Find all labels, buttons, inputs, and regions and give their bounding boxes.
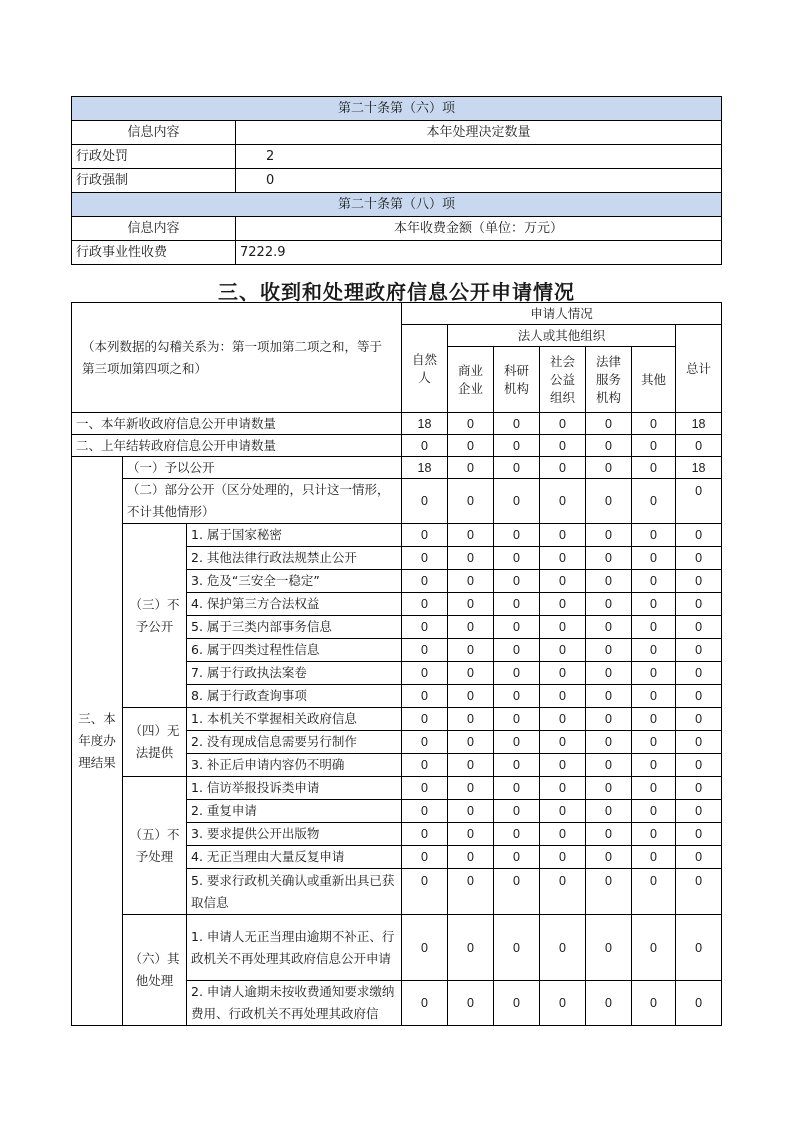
value-cell: 0 bbox=[494, 662, 540, 685]
section-b-col1: 信息内容 bbox=[72, 217, 236, 241]
value-cell: 0 bbox=[586, 800, 632, 823]
value-cell: 0 bbox=[540, 547, 586, 570]
value-cell: 0 bbox=[540, 800, 586, 823]
value-cell: 0 bbox=[402, 524, 448, 547]
org-col-legal-service: 法律服务机构 bbox=[586, 347, 632, 413]
value-cell: 0 bbox=[586, 869, 632, 915]
value-cell: 0 bbox=[494, 708, 540, 731]
value-cell: 0 bbox=[494, 616, 540, 639]
value-cell: 0 bbox=[540, 479, 586, 524]
row-value: 0 bbox=[236, 169, 722, 193]
row-label: 2. 没有现成信息需要另行制作 bbox=[187, 731, 402, 754]
value-cell: 18 bbox=[402, 457, 448, 479]
value-cell: 0 bbox=[448, 708, 494, 731]
value-cell: 0 bbox=[448, 685, 494, 708]
value-cell: 0 bbox=[540, 754, 586, 777]
value-cell: 0 bbox=[676, 593, 722, 616]
table-row bbox=[72, 169, 722, 193]
value-cell: 0 bbox=[676, 915, 722, 981]
application-stats-table bbox=[71, 302, 722, 1026]
section-b-col2: 本年收费金额（单位：万元） bbox=[236, 217, 722, 241]
row-label: 3. 危及“三安全一稳定” bbox=[187, 570, 402, 593]
value-cell: 18 bbox=[402, 413, 448, 435]
value-cell: 0 bbox=[586, 662, 632, 685]
value-cell: 0 bbox=[676, 639, 722, 662]
section-a-col2: 本年处理决定数量 bbox=[236, 121, 722, 145]
row-label: 5. 要求行政机关确认或重新出具已获取信息 bbox=[187, 869, 402, 915]
value-cell: 0 bbox=[494, 547, 540, 570]
table-row bbox=[72, 457, 722, 479]
value-cell: 0 bbox=[402, 754, 448, 777]
row-value: 2 bbox=[236, 145, 722, 169]
value-cell: 0 bbox=[676, 662, 722, 685]
table-row bbox=[72, 777, 722, 800]
value-cell: 0 bbox=[632, 457, 676, 479]
value-cell: 0 bbox=[540, 639, 586, 662]
row-label: （一）予以公开 bbox=[123, 457, 402, 479]
value-cell: 0 bbox=[586, 593, 632, 616]
value-cell: 0 bbox=[494, 800, 540, 823]
value-cell: 0 bbox=[632, 777, 676, 800]
value-cell: 0 bbox=[586, 639, 632, 662]
value-cell: 0 bbox=[448, 457, 494, 479]
group-label: （四）无法提供 bbox=[123, 708, 187, 777]
table-row bbox=[72, 479, 722, 524]
value-cell: 0 bbox=[494, 479, 540, 524]
group-3-label: 三、本年度办理结果 bbox=[72, 457, 123, 1026]
value-cell: 0 bbox=[494, 869, 540, 915]
value-cell: 0 bbox=[632, 708, 676, 731]
value-cell: 0 bbox=[540, 777, 586, 800]
value-cell: 0 bbox=[632, 524, 676, 547]
value-cell: 0 bbox=[494, 777, 540, 800]
value-cell: 0 bbox=[676, 846, 722, 869]
value-cell: 0 bbox=[676, 685, 722, 708]
value-cell: 0 bbox=[632, 800, 676, 823]
value-cell: 18 bbox=[676, 413, 722, 435]
value-cell: 0 bbox=[540, 915, 586, 981]
value-cell: 0 bbox=[676, 570, 722, 593]
row-label: （二）部分公开（区分处理的，只计这一情形，不计其他情形） bbox=[123, 479, 402, 524]
org-col-research: 科研机构 bbox=[494, 347, 540, 413]
value-cell: 0 bbox=[494, 981, 540, 1026]
org-col-public-welfare: 社会公益组织 bbox=[540, 347, 586, 413]
row-label: 行政事业性收费 bbox=[72, 241, 236, 265]
row-label: 6. 属于四类过程性信息 bbox=[187, 639, 402, 662]
value-cell: 0 bbox=[586, 413, 632, 435]
reconciliation-note: （本列数据的勾稽关系为：第一项加第二项之和，等于第三项加第四项之和） bbox=[72, 303, 402, 413]
value-cell: 0 bbox=[494, 524, 540, 547]
value-cell: 0 bbox=[402, 708, 448, 731]
row-label: 2. 其他法律行政法规禁止公开 bbox=[187, 547, 402, 570]
value-cell: 0 bbox=[494, 754, 540, 777]
row-label: 2. 重复申请 bbox=[187, 800, 402, 823]
table-row bbox=[72, 524, 722, 547]
value-cell: 0 bbox=[540, 457, 586, 479]
row-label: 行政处罚 bbox=[72, 145, 236, 169]
value-cell: 0 bbox=[632, 593, 676, 616]
value-cell: 0 bbox=[586, 570, 632, 593]
value-cell: 0 bbox=[632, 869, 676, 915]
natural-person-header: 自然人 bbox=[402, 325, 448, 413]
table-row bbox=[72, 915, 722, 981]
row-label: 二、上年结转政府信息公开申请数量 bbox=[72, 435, 402, 457]
value-cell: 0 bbox=[632, 435, 676, 457]
value-cell: 0 bbox=[586, 708, 632, 731]
value-cell: 0 bbox=[586, 981, 632, 1026]
value-cell: 0 bbox=[676, 754, 722, 777]
value-cell: 0 bbox=[402, 570, 448, 593]
value-cell: 0 bbox=[402, 869, 448, 915]
value-cell: 0 bbox=[540, 708, 586, 731]
value-cell: 0 bbox=[402, 981, 448, 1026]
row-label: 8. 属于行政查询事项 bbox=[187, 685, 402, 708]
value-cell: 0 bbox=[402, 685, 448, 708]
value-cell: 0 bbox=[632, 823, 676, 846]
row-label: 1. 申请人无正当理由逾期不补正、行政机关不再处理其政府信息公开申请 bbox=[187, 915, 402, 981]
value-cell: 0 bbox=[632, 547, 676, 570]
value-cell: 0 bbox=[494, 846, 540, 869]
section-title: 三、收到和处理政府信息公开申请情况 bbox=[218, 280, 575, 304]
value-cell: 0 bbox=[676, 479, 722, 524]
value-cell: 0 bbox=[494, 639, 540, 662]
section-b-title: 第二十条第（八）项 bbox=[72, 193, 722, 217]
row-label: 7. 属于行政执法案卷 bbox=[187, 662, 402, 685]
table-row bbox=[72, 413, 722, 435]
group-label: （五）不予处理 bbox=[123, 777, 187, 915]
value-cell: 0 bbox=[586, 479, 632, 524]
value-cell: 0 bbox=[448, 435, 494, 457]
value-cell: 0 bbox=[494, 570, 540, 593]
value-cell: 0 bbox=[402, 435, 448, 457]
value-cell: 0 bbox=[402, 639, 448, 662]
value-cell: 0 bbox=[632, 846, 676, 869]
value-cell: 0 bbox=[676, 435, 722, 457]
value-cell: 0 bbox=[494, 915, 540, 981]
value-cell: 0 bbox=[632, 413, 676, 435]
value-cell: 0 bbox=[540, 823, 586, 846]
value-cell: 0 bbox=[448, 869, 494, 915]
org-col-other: 其他 bbox=[632, 347, 676, 413]
value-cell: 0 bbox=[402, 479, 448, 524]
row-label: 行政强制 bbox=[72, 169, 236, 193]
row-label: 1. 信访举报投诉类申请 bbox=[187, 777, 402, 800]
value-cell: 0 bbox=[448, 777, 494, 800]
value-cell: 0 bbox=[632, 662, 676, 685]
row-label: 4. 保护第三方合法权益 bbox=[187, 593, 402, 616]
value-cell: 0 bbox=[676, 869, 722, 915]
value-cell: 0 bbox=[586, 823, 632, 846]
table-row bbox=[72, 145, 722, 169]
value-cell: 0 bbox=[540, 435, 586, 457]
value-cell: 0 bbox=[402, 662, 448, 685]
value-cell: 0 bbox=[448, 800, 494, 823]
value-cell: 0 bbox=[586, 524, 632, 547]
value-cell: 0 bbox=[494, 435, 540, 457]
value-cell: 0 bbox=[448, 846, 494, 869]
row-label: 3. 补正后申请内容仍不明确 bbox=[187, 754, 402, 777]
value-cell: 0 bbox=[402, 823, 448, 846]
section-a-col1: 信息内容 bbox=[72, 121, 236, 145]
value-cell: 0 bbox=[448, 662, 494, 685]
value-cell: 0 bbox=[448, 731, 494, 754]
value-cell: 0 bbox=[448, 754, 494, 777]
value-cell: 0 bbox=[402, 777, 448, 800]
value-cell: 0 bbox=[676, 616, 722, 639]
value-cell: 0 bbox=[540, 593, 586, 616]
value-cell: 0 bbox=[402, 547, 448, 570]
group-label: （六）其他处理 bbox=[123, 915, 187, 1026]
value-cell: 0 bbox=[402, 846, 448, 869]
value-cell: 0 bbox=[494, 731, 540, 754]
value-cell: 0 bbox=[586, 685, 632, 708]
value-cell: 0 bbox=[448, 616, 494, 639]
value-cell: 0 bbox=[448, 479, 494, 524]
value-cell: 0 bbox=[494, 823, 540, 846]
value-cell: 0 bbox=[632, 981, 676, 1026]
value-cell: 0 bbox=[586, 777, 632, 800]
value-cell: 0 bbox=[632, 479, 676, 524]
value-cell: 0 bbox=[676, 524, 722, 547]
article-20-table bbox=[71, 96, 722, 265]
row-value: 7222.9 bbox=[236, 241, 722, 265]
value-cell: 0 bbox=[632, 731, 676, 754]
value-cell: 0 bbox=[448, 823, 494, 846]
row-label: 4. 无正当理由大量反复申请 bbox=[187, 846, 402, 869]
value-cell: 0 bbox=[540, 869, 586, 915]
value-cell: 0 bbox=[540, 731, 586, 754]
value-cell: 0 bbox=[632, 616, 676, 639]
value-cell: 0 bbox=[448, 413, 494, 435]
value-cell: 0 bbox=[402, 616, 448, 639]
value-cell: 0 bbox=[632, 639, 676, 662]
total-header: 总计 bbox=[676, 325, 722, 413]
value-cell: 0 bbox=[540, 616, 586, 639]
value-cell: 0 bbox=[540, 846, 586, 869]
table-row bbox=[72, 435, 722, 457]
value-cell: 0 bbox=[586, 731, 632, 754]
table-row bbox=[72, 708, 722, 731]
row-label: 1. 属于国家秘密 bbox=[187, 524, 402, 547]
value-cell: 0 bbox=[586, 616, 632, 639]
value-cell: 0 bbox=[402, 731, 448, 754]
value-cell: 0 bbox=[540, 981, 586, 1026]
value-cell: 0 bbox=[448, 981, 494, 1026]
row-label: 3. 要求提供公开出版物 bbox=[187, 823, 402, 846]
value-cell: 0 bbox=[540, 524, 586, 547]
value-cell: 0 bbox=[494, 413, 540, 435]
value-cell: 0 bbox=[632, 685, 676, 708]
value-cell: 0 bbox=[540, 570, 586, 593]
org-col-business: 商业企业 bbox=[448, 347, 494, 413]
row-label: 1. 本机关不掌握相关政府信息 bbox=[187, 708, 402, 731]
value-cell: 0 bbox=[402, 915, 448, 981]
value-cell: 0 bbox=[448, 570, 494, 593]
value-cell: 0 bbox=[540, 413, 586, 435]
value-cell: 18 bbox=[676, 457, 722, 479]
value-cell: 0 bbox=[676, 823, 722, 846]
value-cell: 0 bbox=[586, 754, 632, 777]
row-label: 5. 属于三类内部事务信息 bbox=[187, 616, 402, 639]
row-label: 一、本年新收政府信息公开申请数量 bbox=[72, 413, 402, 435]
applicant-header: 申请人情况 bbox=[402, 303, 722, 325]
value-cell: 0 bbox=[586, 457, 632, 479]
table-row bbox=[72, 241, 722, 265]
value-cell: 0 bbox=[402, 593, 448, 616]
value-cell: 0 bbox=[540, 662, 586, 685]
value-cell: 0 bbox=[448, 524, 494, 547]
value-cell: 0 bbox=[494, 593, 540, 616]
value-cell: 0 bbox=[586, 915, 632, 981]
value-cell: 0 bbox=[586, 547, 632, 570]
group-label: （三）不予公开 bbox=[123, 524, 187, 708]
value-cell: 0 bbox=[448, 593, 494, 616]
value-cell: 0 bbox=[632, 570, 676, 593]
row-label: 2. 申请人逾期未按收费通知要求缴纳费用、行政机关不再处理其政府信 bbox=[187, 981, 402, 1026]
section-a-title: 第二十条第（六）项 bbox=[72, 97, 722, 121]
value-cell: 0 bbox=[676, 777, 722, 800]
value-cell: 0 bbox=[448, 639, 494, 662]
value-cell: 0 bbox=[494, 685, 540, 708]
value-cell: 0 bbox=[402, 800, 448, 823]
value-cell: 0 bbox=[632, 754, 676, 777]
value-cell: 0 bbox=[586, 435, 632, 457]
value-cell: 0 bbox=[676, 981, 722, 1026]
value-cell: 0 bbox=[676, 547, 722, 570]
value-cell: 0 bbox=[448, 915, 494, 981]
value-cell: 0 bbox=[540, 685, 586, 708]
value-cell: 0 bbox=[676, 708, 722, 731]
value-cell: 0 bbox=[494, 457, 540, 479]
value-cell: 0 bbox=[632, 915, 676, 981]
value-cell: 0 bbox=[586, 846, 632, 869]
value-cell: 0 bbox=[676, 731, 722, 754]
value-cell: 0 bbox=[448, 547, 494, 570]
value-cell: 0 bbox=[676, 800, 722, 823]
org-header: 法人或其他组织 bbox=[448, 325, 676, 347]
